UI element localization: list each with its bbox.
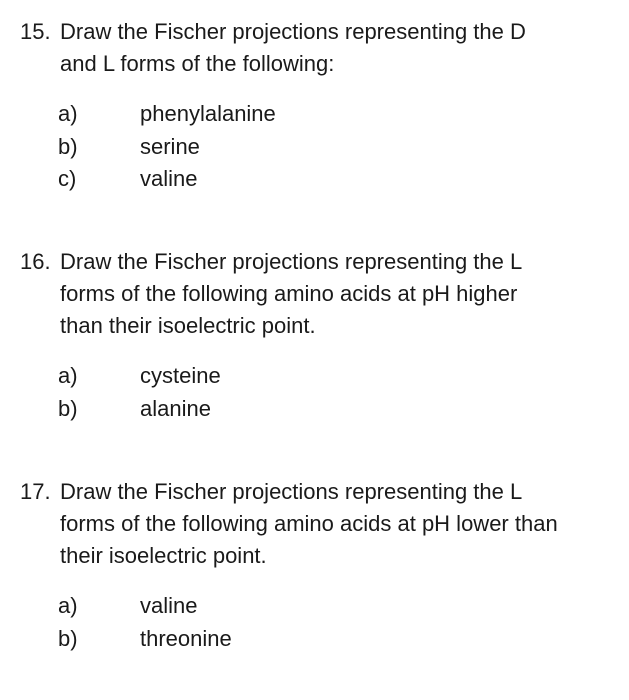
question-line: forms of the following amino acids at pH lower than bbox=[60, 511, 558, 536]
question-line: Draw the Fischer projections representing the L bbox=[60, 479, 523, 504]
sub-question-label: valine bbox=[140, 593, 198, 618]
sub-question-item bbox=[58, 590, 625, 623]
sub-question-list bbox=[58, 98, 625, 196]
sub-question-marker: a) bbox=[58, 101, 78, 126]
sub-question-label: alanine bbox=[140, 395, 211, 421]
question-line: Draw the Fischer projections representing the L bbox=[60, 249, 523, 274]
sub-question-marker: c) bbox=[58, 166, 77, 191]
sub-question-marker: b) bbox=[58, 625, 78, 651]
sub-question-item bbox=[58, 131, 625, 164]
sub-question-list bbox=[58, 590, 625, 655]
sub-question-label: cysteine bbox=[140, 363, 221, 388]
question-number: 16. bbox=[20, 249, 51, 274]
sub-question-marker: a) bbox=[58, 593, 78, 618]
sub-question-marker: a) bbox=[58, 363, 78, 388]
question-number: 15. bbox=[20, 19, 51, 44]
sub-question-label: phenylalanine bbox=[140, 101, 276, 126]
question-header bbox=[20, 476, 625, 572]
sub-question-item bbox=[58, 360, 625, 393]
sub-question-item bbox=[58, 393, 625, 426]
sub-question-item bbox=[58, 623, 625, 656]
question-line: their isoelectric point. bbox=[60, 543, 267, 568]
question-text bbox=[60, 246, 625, 342]
sub-question-label: valine bbox=[140, 166, 198, 191]
question-text bbox=[60, 476, 625, 572]
question-line: and L forms of the following: bbox=[60, 51, 335, 76]
question-header bbox=[20, 16, 625, 80]
question-header bbox=[20, 246, 625, 342]
sub-question-marker: b) bbox=[58, 395, 78, 421]
question-text bbox=[60, 16, 625, 80]
question-line: Draw the Fischer projections representing the D bbox=[60, 19, 526, 44]
question-line: than their isoelectric point. bbox=[60, 313, 316, 338]
question-number: 17. bbox=[20, 479, 51, 504]
sub-question-marker: b) bbox=[58, 133, 78, 159]
question-line: forms of the following amino acids at pH higher bbox=[60, 281, 518, 306]
sub-question-label: serine bbox=[140, 133, 200, 159]
question-16 bbox=[20, 246, 625, 447]
question-17 bbox=[20, 476, 625, 677]
question-15 bbox=[20, 16, 625, 218]
sub-question-label: threonine bbox=[140, 625, 232, 651]
sub-question-item bbox=[58, 98, 625, 131]
sub-question-list bbox=[58, 360, 625, 425]
sub-question-item bbox=[58, 163, 625, 196]
